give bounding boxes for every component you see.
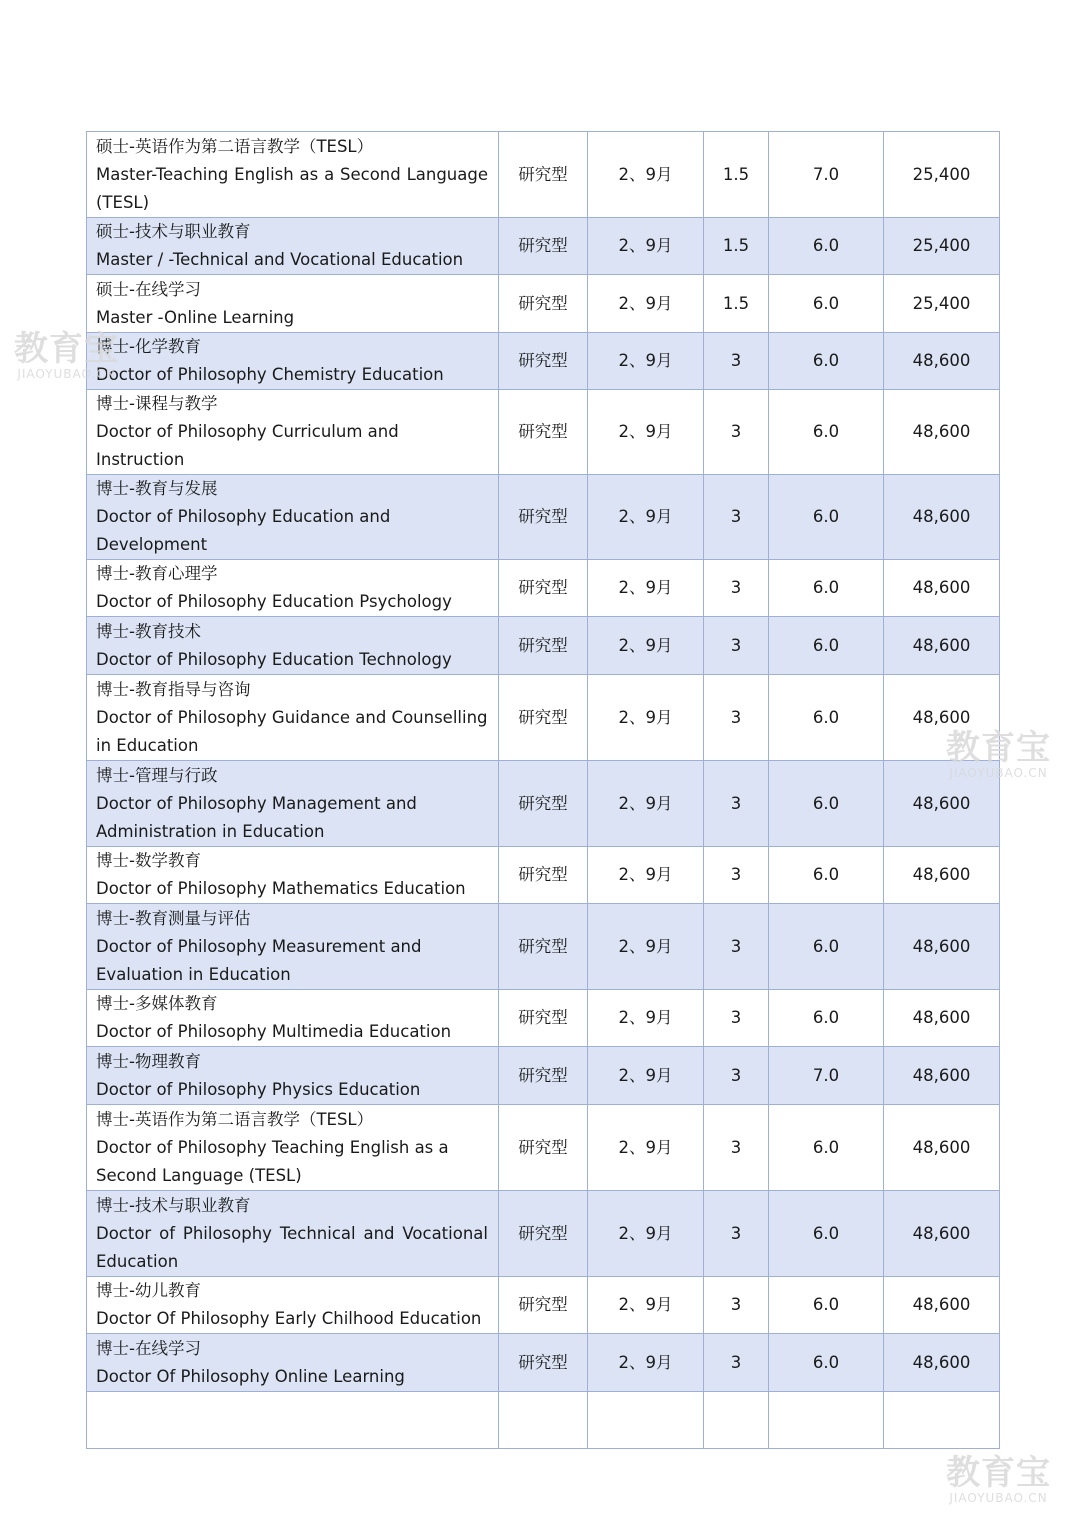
intake-month-cell: 2、9月 (588, 1277, 704, 1334)
table-row (87, 1334, 1000, 1392)
program-name-chinese: 博士-多媒体教育 (96, 994, 218, 1013)
program-name-english: Doctor Of Philosophy Early Chilhood Education (96, 1309, 482, 1328)
watermark-logo-text: 教育宝 (946, 728, 1051, 768)
intake-month-cell: 2、9月 (588, 475, 704, 560)
tuition-fee-cell: 48,600 (884, 560, 1000, 617)
program-type-cell: 研究型 (499, 761, 588, 847)
program-name-cell (87, 333, 499, 390)
program-name-cell (87, 390, 499, 475)
intake-month-cell: 2、9月 (588, 560, 704, 617)
duration-cell: 3 (704, 761, 769, 847)
tuition-fee-cell: 48,600 (884, 904, 1000, 990)
intake-month-cell: 2、9月 (588, 1105, 704, 1191)
program-name-english: Doctor of Philosophy Mathematics Education (96, 879, 466, 898)
table-row (87, 1392, 1000, 1449)
program-name-chinese: 博士-教育技术 (96, 621, 201, 641)
program-type-cell: 研究型 (499, 218, 588, 275)
program-name-chinese: 博士-管理与行政 (96, 765, 218, 785)
program-name-english: Master / -Technical and Vocational Education (96, 250, 464, 269)
duration-cell: 3 (704, 617, 769, 675)
ielts-score-cell: 6.0 (769, 390, 884, 475)
tuition-fee-cell: 48,600 (884, 761, 1000, 847)
duration-cell: 1.5 (704, 275, 769, 333)
program-name-cell (87, 1392, 499, 1449)
program-name-english: Master-Teaching English as a Second Language (TESL) (96, 164, 488, 212)
program-name-chinese: 博士-幼儿教育 (96, 1281, 201, 1300)
watermark-domain: JIAOYUBAO.CN (949, 1491, 1048, 1505)
ielts-score-cell: 6.0 (769, 1191, 884, 1277)
ielts-score-cell (769, 1392, 884, 1449)
duration-cell: 1.5 (704, 218, 769, 275)
program-name-cell (87, 761, 499, 847)
ielts-score-cell: 6.0 (769, 847, 884, 904)
tuition-fee-cell: 48,600 (884, 390, 1000, 475)
program-name-chinese: 博士-化学教育 (96, 337, 201, 356)
intake-month-cell: 2、9月 (588, 675, 704, 761)
duration-cell: 3 (704, 390, 769, 475)
program-type-cell: 研究型 (499, 904, 588, 990)
program-name-cell (87, 1277, 499, 1334)
duration-cell: 3 (704, 990, 769, 1047)
program-type-cell: 研究型 (499, 333, 588, 390)
program-type-cell: 研究型 (499, 275, 588, 333)
program-name-cell (87, 847, 499, 904)
program-name-cell (87, 675, 499, 761)
table-row (87, 617, 1000, 675)
program-type-cell: 研究型 (499, 1277, 588, 1334)
intake-month-cell: 2、9月 (588, 275, 704, 333)
table-row (87, 218, 1000, 275)
program-name-cell (87, 1047, 499, 1105)
table-row (87, 847, 1000, 904)
intake-month-cell: 2、9月 (588, 1047, 704, 1105)
ielts-score-cell: 6.0 (769, 990, 884, 1047)
table-row (87, 1191, 1000, 1277)
ielts-score-cell: 6.0 (769, 617, 884, 675)
intake-month-cell: 2、9月 (588, 761, 704, 847)
duration-cell: 3 (704, 1334, 769, 1392)
ielts-score-cell: 7.0 (769, 1047, 884, 1105)
program-name-chinese: 博士-在线学习 (96, 1338, 201, 1358)
program-name-cell (87, 617, 499, 675)
tuition-fee-cell: 48,600 (884, 675, 1000, 761)
program-type-cell: 研究型 (499, 475, 588, 560)
tuition-fee-cell: 48,600 (884, 847, 1000, 904)
intake-month-cell: 2、9月 (588, 132, 704, 218)
program-name-english: Doctor of Philosophy Education and Development (96, 507, 391, 554)
program-name-cell (87, 218, 499, 275)
duration-cell: 3 (704, 847, 769, 904)
program-name-english: Doctor of Philosophy Teaching English as a Second Language (TESL) (96, 1137, 449, 1185)
tuition-fee-cell: 48,600 (884, 333, 1000, 390)
program-name-cell (87, 560, 499, 617)
program-name-english: Doctor of Philosophy Technical and Vocational Education (96, 1223, 488, 1271)
table-row (87, 761, 1000, 847)
intake-month-cell: 2、9月 (588, 390, 704, 475)
intake-month-cell: 2、9月 (588, 333, 704, 390)
program-name-chinese: 硕士-英语作为第二语言教学（TESL） (96, 136, 374, 156)
program-name-english: Doctor of Philosophy Chemistry Education (96, 365, 444, 384)
ielts-score-cell: 7.0 (769, 132, 884, 218)
intake-month-cell (588, 1392, 704, 1449)
intake-month-cell: 2、9月 (588, 904, 704, 990)
ielts-score-cell: 6.0 (769, 1277, 884, 1334)
program-name-cell (87, 1191, 499, 1277)
ielts-score-cell: 6.0 (769, 1334, 884, 1392)
tuition-fee-cell: 48,600 (884, 1277, 1000, 1334)
table-row (87, 990, 1000, 1047)
duration-cell (704, 1392, 769, 1449)
program-name-cell (87, 904, 499, 990)
program-name-chinese: 博士-英语作为第二语言教学（TESL） (96, 1109, 374, 1129)
tuition-fee-cell: 48,600 (884, 1047, 1000, 1105)
program-name-english: Doctor of Philosophy Education Technology (96, 649, 452, 669)
program-name-chinese: 博士-课程与教学 (96, 394, 218, 413)
ielts-score-cell: 6.0 (769, 333, 884, 390)
program-type-cell: 研究型 (499, 1047, 588, 1105)
tuition-fee-cell: 48,600 (884, 1334, 1000, 1392)
tuition-fee-cell (884, 1392, 1000, 1449)
program-name-cell (87, 132, 499, 218)
intake-month-cell: 2、9月 (588, 617, 704, 675)
ielts-score-cell: 6.0 (769, 1105, 884, 1191)
table-row (87, 1277, 1000, 1334)
program-type-cell (499, 1392, 588, 1449)
duration-cell: 3 (704, 1105, 769, 1191)
program-name-english: Doctor of Philosophy Curriculum and Instruction (96, 422, 399, 469)
watermark-logo-text: 教育宝 (946, 1453, 1051, 1493)
ielts-score-cell: 6.0 (769, 560, 884, 617)
tuition-fee-cell: 48,600 (884, 617, 1000, 675)
program-name-cell (87, 990, 499, 1047)
ielts-score-cell: 6.0 (769, 475, 884, 560)
program-name-english: Master -Online Learning (96, 307, 295, 327)
program-type-cell: 研究型 (499, 1191, 588, 1277)
program-name-cell (87, 1334, 499, 1392)
program-name-english: Doctor of Philosophy Guidance and Counselling in Education (96, 707, 488, 755)
program-name-english: Doctor of Philosophy Physics Education (96, 1079, 421, 1099)
ielts-score-cell: 6.0 (769, 675, 884, 761)
program-name-chinese: 博士-技术与职业教育 (96, 1195, 251, 1215)
table-row (87, 333, 1000, 390)
program-name-cell (87, 275, 499, 333)
intake-month-cell: 2、9月 (588, 1191, 704, 1277)
intake-month-cell: 2、9月 (588, 218, 704, 275)
tuition-fee-cell: 25,400 (884, 218, 1000, 275)
ielts-score-cell: 6.0 (769, 904, 884, 990)
program-name-english: Doctor of Philosophy Multimedia Education (96, 1022, 452, 1041)
program-name-english: Doctor Of Philosophy Online Learning (96, 1366, 405, 1386)
duration-cell: 3 (704, 333, 769, 390)
program-name-english: Doctor of Philosophy Management and Administration in Education (96, 793, 417, 841)
program-type-cell: 研究型 (499, 132, 588, 218)
duration-cell: 3 (704, 1277, 769, 1334)
duration-cell: 3 (704, 1047, 769, 1105)
program-name-chinese: 博士-数学教育 (96, 851, 201, 870)
table-row (87, 1047, 1000, 1105)
watermark-domain: JIAOYUBAO.CN (949, 766, 1048, 780)
watermark-logo-text: 教育宝 (14, 329, 119, 369)
program-name-chinese: 博士-教育心理学 (96, 564, 218, 583)
table-row (87, 560, 1000, 617)
program-name-english: Doctor of Philosophy Measurement and Evaluation in Education (96, 936, 422, 984)
table-row (87, 132, 1000, 218)
program-name-english: Doctor of Philosophy Education Psychology (96, 592, 452, 611)
tuition-fee-cell: 48,600 (884, 475, 1000, 560)
ielts-score-cell: 6.0 (769, 275, 884, 333)
tuition-fee-cell: 25,400 (884, 132, 1000, 218)
program-type-cell: 研究型 (499, 847, 588, 904)
table-row (87, 675, 1000, 761)
program-type-cell: 研究型 (499, 990, 588, 1047)
intake-month-cell: 2、9月 (588, 1334, 704, 1392)
program-table-body (87, 132, 1000, 1449)
tuition-fee-cell: 25,400 (884, 275, 1000, 333)
program-type-cell: 研究型 (499, 1334, 588, 1392)
watermark (946, 1455, 1051, 1505)
duration-cell: 3 (704, 904, 769, 990)
program-name-chinese: 博士-教育测量与评估 (96, 908, 251, 928)
tuition-fee-cell: 48,600 (884, 1191, 1000, 1277)
duration-cell: 3 (704, 560, 769, 617)
program-type-cell: 研究型 (499, 390, 588, 475)
tuition-fee-cell: 48,600 (884, 990, 1000, 1047)
duration-cell: 3 (704, 475, 769, 560)
program-name-chinese: 博士-物理教育 (96, 1051, 201, 1071)
ielts-score-cell: 6.0 (769, 218, 884, 275)
program-name-chinese: 博士-教育指导与咨询 (96, 679, 251, 699)
program-name-cell (87, 1105, 499, 1191)
program-type-cell: 研究型 (499, 617, 588, 675)
program-type-cell: 研究型 (499, 560, 588, 617)
watermark-domain: JIAOYUBAO.CN (17, 367, 116, 381)
tuition-fee-cell: 48,600 (884, 1105, 1000, 1191)
ielts-score-cell: 6.0 (769, 761, 884, 847)
program-name-chinese: 博士-教育与发展 (96, 479, 218, 498)
table-row (87, 475, 1000, 560)
program-type-cell: 研究型 (499, 1105, 588, 1191)
program-name-chinese: 硕士-在线学习 (96, 279, 201, 299)
table-row (87, 275, 1000, 333)
intake-month-cell: 2、9月 (588, 990, 704, 1047)
table-row (87, 1105, 1000, 1191)
program-type-cell: 研究型 (499, 675, 588, 761)
duration-cell: 3 (704, 675, 769, 761)
program-name-chinese: 硕士-技术与职业教育 (96, 222, 251, 241)
table-row (87, 904, 1000, 990)
duration-cell: 3 (704, 1191, 769, 1277)
duration-cell: 1.5 (704, 132, 769, 218)
table-row (87, 390, 1000, 475)
intake-month-cell: 2、9月 (588, 847, 704, 904)
program-name-cell (87, 475, 499, 560)
program-table (86, 131, 1000, 1449)
